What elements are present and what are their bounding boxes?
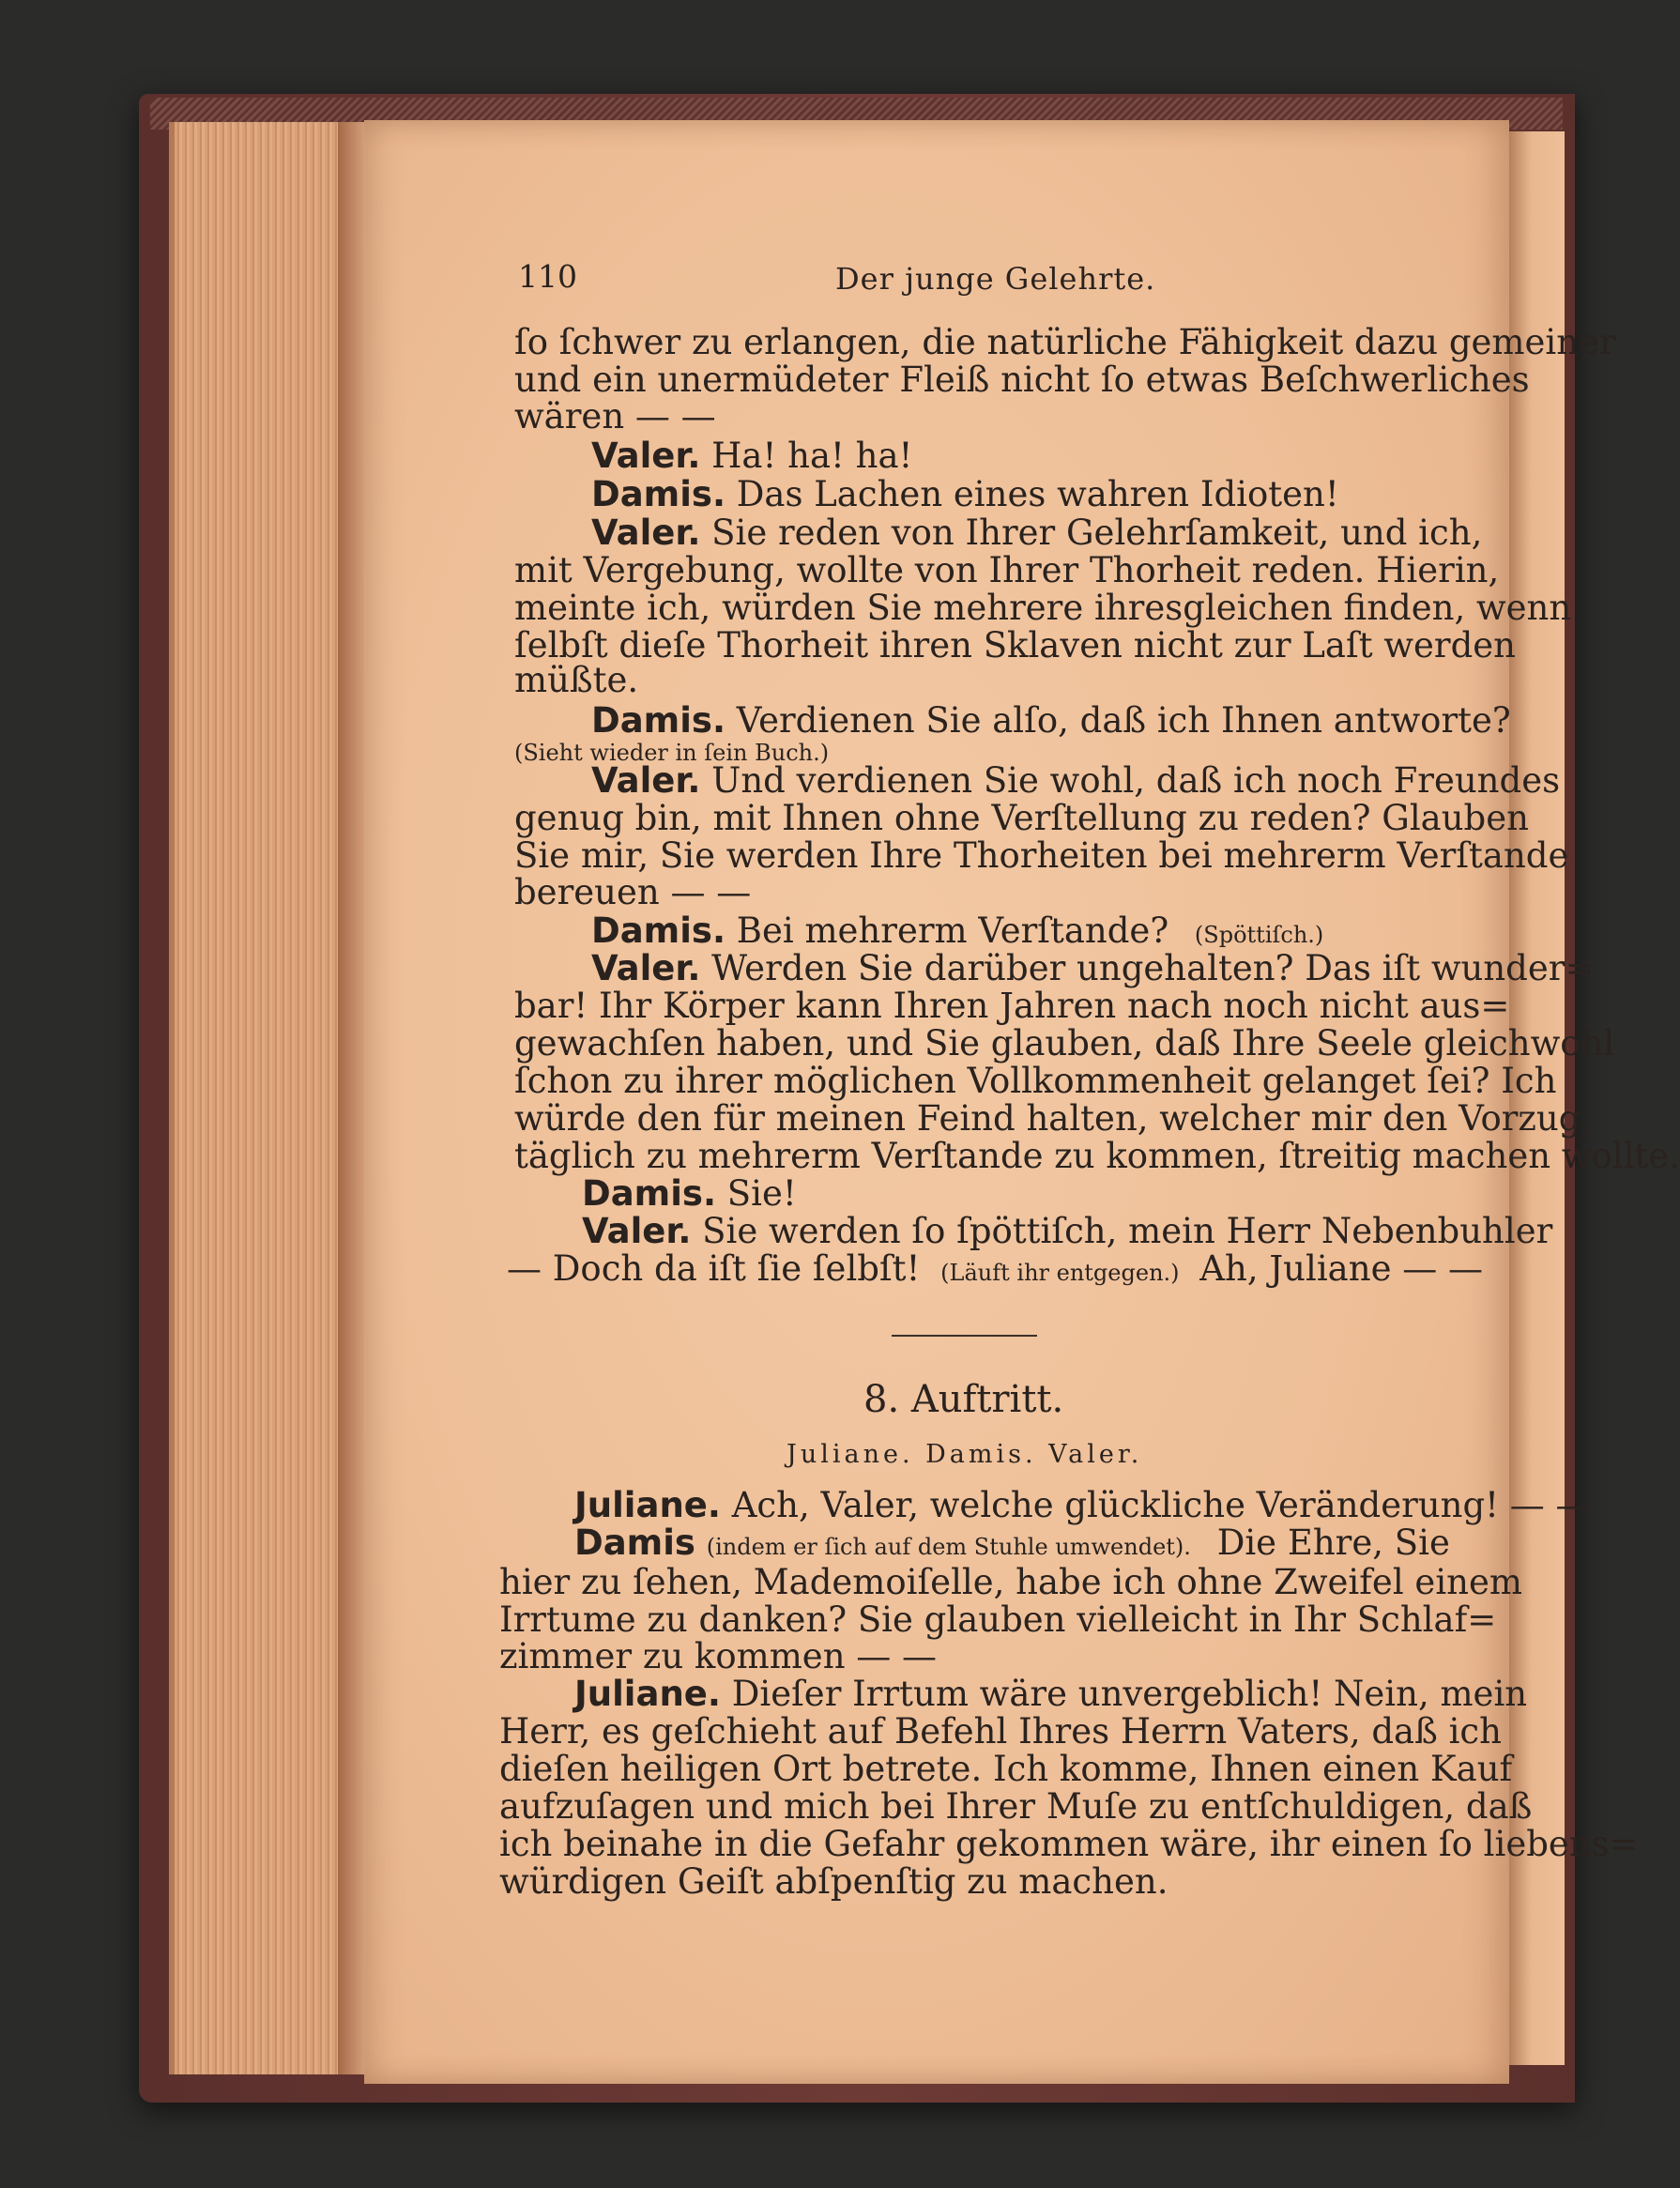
speaker-name: Valer. bbox=[591, 760, 701, 801]
scene-characters: Juliane. Damis. Valer. bbox=[787, 1440, 1143, 1469]
text-line: wären — — bbox=[514, 396, 716, 436]
speaker-name: Damis. bbox=[591, 910, 725, 951]
text-line: meinte ich, würden Sie mehrere ihresgleichen finden, wenn bbox=[514, 588, 1572, 628]
dialogue-line bbox=[574, 1675, 1527, 1713]
section-divider bbox=[892, 1335, 1037, 1337]
spoken-text: — Doch da iſt ſie ſelbſt! bbox=[507, 1248, 921, 1289]
spoken-text: Das Lachen eines wahren Idioten! bbox=[736, 474, 1339, 514]
speaker-name: Valer. bbox=[591, 513, 701, 553]
speaker-name: Juliane. bbox=[574, 1674, 721, 1714]
text-line: ich beinahe in die Gefahr gekommen wäre, ihr einen ſo liebens= bbox=[499, 1824, 1639, 1864]
speaker-name: Damis. bbox=[582, 1173, 716, 1214]
text-line: ſelbſt dieſe Thorheit ihren Sklaven nicht zur Laſt werden bbox=[514, 625, 1516, 666]
page-number: 110 bbox=[518, 258, 577, 295]
dialogue-line bbox=[591, 514, 1482, 552]
spoken-text: Bei mehrerm Verſtande? bbox=[736, 910, 1169, 951]
dialogue-line bbox=[507, 1250, 1483, 1292]
dialogue-line bbox=[591, 437, 912, 475]
text-line: Sie mir, Sie werden Ihre Thorheiten bei mehrerm Verſtande bbox=[514, 835, 1569, 876]
speaker-name: Damis. bbox=[591, 474, 725, 514]
text-line: bar! Ihr Körper kann Ihren Jahren nach noch nicht aus= bbox=[514, 986, 1510, 1026]
spoken-text: Und verdienen Sie wohl, daß ich noch Freundes bbox=[711, 760, 1561, 801]
stage-direction: (Läuft ihr entgegen.) bbox=[940, 1260, 1180, 1286]
dialogue-line bbox=[591, 476, 1339, 513]
speaker-name: Valer. bbox=[582, 1211, 692, 1251]
speaker-name: Damis. bbox=[591, 700, 725, 741]
spoken-text: Sie werden ſo ſpöttiſch, mein Herr Nebenbuhler bbox=[702, 1211, 1553, 1251]
text-line: und ein unermüdeter Fleiß nicht ſo etwas Beſchwerliches bbox=[514, 360, 1530, 400]
spoken-text: Dieſer Irrtum wäre unvergeblich! Nein, mein bbox=[731, 1674, 1528, 1714]
text-line: ſchon zu ihrer möglichen Vollkommenheit gelanget ſei? Ich bbox=[514, 1061, 1557, 1101]
text-line: täglich zu mehrerm Verſtande zu kommen, ſtreitig machen wollte. bbox=[514, 1136, 1680, 1176]
dialogue-line bbox=[591, 950, 1594, 987]
spoken-text: Ach, Valer, welche glückliche Veränderung! — — bbox=[731, 1485, 1591, 1525]
text-line: bereuen — — bbox=[514, 872, 752, 912]
text-line: gewachſen haben, und Sie glauben, daß Ihre Seele gleichwohl bbox=[514, 1023, 1615, 1063]
text-line: Herr, es geſchieht auf Befehl Ihres Herrn Vaters, daß ich bbox=[499, 1711, 1502, 1752]
speaker-name: Valer. bbox=[591, 436, 701, 476]
stage-direction: (Sieht wieder in ſein Buch.) bbox=[514, 740, 830, 766]
text-line: Irrtume zu danken? Sie glauben vielleicht in Ihr Schlaf= bbox=[499, 1599, 1497, 1640]
stage-direction: (indem er ſich auf dem Stuhle umwendet). bbox=[706, 1534, 1191, 1560]
dialogue-line bbox=[574, 1524, 1450, 1566]
dialogue-line bbox=[591, 762, 1560, 800]
speaker-name: Juliane. bbox=[574, 1485, 721, 1525]
spoken-text: Ha! ha! ha! bbox=[711, 436, 913, 476]
spoken-text: Sie reden von Ihrer Gelehrſamkeit, und ich, bbox=[711, 513, 1483, 553]
text-line: würdigen Geiſt abſpenſtig zu machen. bbox=[499, 1861, 1168, 1902]
spoken-text: Werden Sie darüber ungehalten? Das iſt wunder= bbox=[711, 948, 1595, 988]
scene-title: 8. Auftritt. bbox=[863, 1378, 1064, 1421]
page-gutter bbox=[338, 122, 366, 2074]
spoken-text: Sie! bbox=[726, 1173, 797, 1214]
stage-direction: (Spöttiſch.) bbox=[1194, 922, 1324, 948]
text-line: mit Vergebung, wollte von Ihrer Thorheit reden. Hierin, bbox=[514, 550, 1500, 590]
speaker-name: Valer. bbox=[591, 948, 701, 988]
speaker-name: Damis bbox=[574, 1522, 695, 1563]
text-line: genug bin, mit Ihnen ohne Verſtellung zu reden? Glauben bbox=[514, 798, 1529, 838]
text-line: ſo ſchwer zu erlangen, die natürliche Fähigkeit dazu gemeiner bbox=[514, 322, 1616, 362]
text-line: zimmer zu kommen — — bbox=[499, 1636, 938, 1676]
spoken-text: Ah, Juliane — — bbox=[1199, 1248, 1483, 1289]
spoken-text: Verdienen Sie alſo, daß ich Ihnen antworte? bbox=[736, 700, 1511, 741]
text-line: dieſen heiligen Ort betrete. Ich komme, Ihnen einen Kauf bbox=[499, 1749, 1513, 1789]
dialogue-line bbox=[582, 1175, 797, 1213]
text-line: aufzuſagen und mich bei Ihrer Muſe zu entſchuldigen, daß bbox=[499, 1786, 1533, 1827]
text-line: würde den für meinen Feind halten, welcher mir den Vorzug, bbox=[514, 1098, 1593, 1139]
text-line: müßte. bbox=[514, 660, 639, 700]
spoken-text: Die Ehre, Sie bbox=[1216, 1522, 1450, 1563]
dialogue-line bbox=[574, 1487, 1591, 1524]
dialogue-line bbox=[582, 1213, 1552, 1250]
text-line: hier zu ſehen, Mademoiſelle, habe ich ohne Zweifel einem bbox=[499, 1562, 1522, 1602]
running-title: Der junge Gelehrte. bbox=[835, 261, 1156, 297]
